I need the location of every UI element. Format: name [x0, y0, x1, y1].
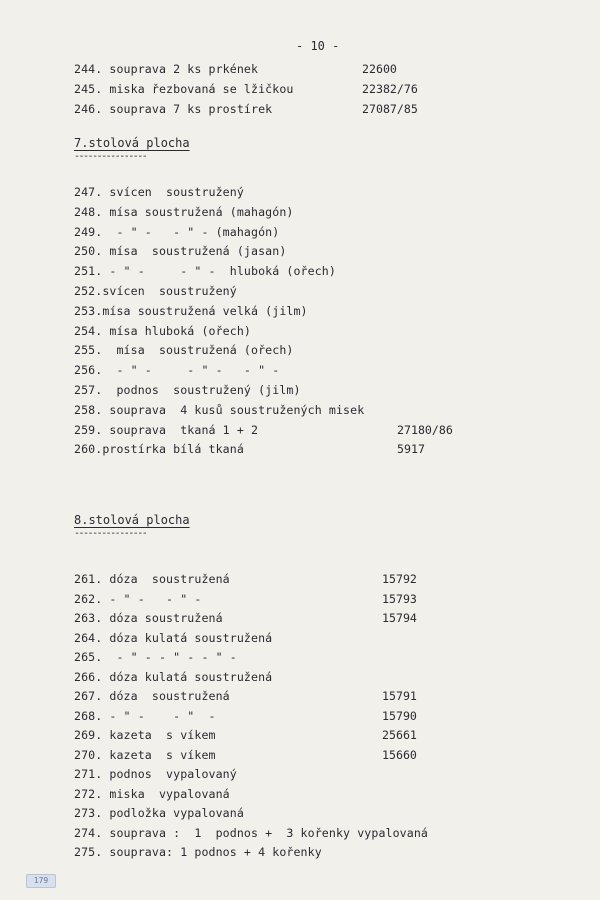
item-text: 258. souprava 4 kusů soustružených misek: [74, 402, 365, 417]
item-text: 264. dóza kulatá soustružená: [74, 630, 273, 645]
item-text: 254. mísa hluboká (ořech): [74, 323, 252, 338]
item-text: 274. souprava : 1 podnos + 3 kořenky vypalovaná: [74, 825, 429, 840]
item-text: 269. kazeta s víkem: [74, 728, 216, 742]
item-text: 260.prostírka bílá tkaná: [74, 442, 244, 457]
item-text: 255. mísa soustružená (ořech): [74, 343, 294, 358]
item-text: 271. podnos vypalovaný: [74, 767, 237, 781]
item-text: 244. souprava 2 ks prkének: [74, 62, 259, 76]
item-code: 15791: [382, 689, 417, 703]
item-text: 248. mísa soustružená (mahagón): [74, 204, 294, 219]
item-code: 15793: [382, 591, 417, 606]
section8-rule: ----------------: [74, 528, 147, 539]
item-code: 27180/86: [397, 422, 453, 437]
item-text: 256. - " - - " - - " -: [74, 363, 280, 378]
item-text: 245. miska řezbovaná se lžičkou: [74, 82, 294, 96]
item-text: 261. dóza soustružená: [74, 572, 230, 586]
item-text: 252.svícen soustružený: [74, 284, 237, 298]
item-code: 5917: [397, 442, 425, 457]
item-text: 275. souprava: 1 podnos + 4 kořenky: [74, 845, 322, 859]
item-text: 253.mísa soustružená velká (jilm): [74, 303, 308, 318]
item-text: 259. souprava tkaná 1 + 2: [74, 422, 259, 437]
item-text: 267. dóza soustružená: [74, 689, 230, 703]
item-code: 25661: [382, 728, 417, 742]
item-text: 247. svícen soustružený: [74, 185, 244, 199]
item-text: 268. - " - - " -: [74, 708, 216, 723]
item-text: 262. - " - - " -: [74, 591, 202, 606]
item-text: 272. miska vypalovaná: [74, 786, 230, 801]
item-text: 251. - " - - " - hluboká (ořech): [74, 264, 336, 279]
archive-stamp: 179: [26, 874, 56, 888]
item-code: 15790: [382, 708, 417, 723]
section7-heading: 7.stolová plocha: [74, 136, 190, 150]
item-code: 15660: [382, 747, 417, 762]
item-code: 15794: [382, 611, 417, 625]
item-code: 22600: [362, 62, 397, 76]
item-text: 249. - " - - " - (mahagón): [74, 224, 280, 239]
item-text: 257. podnos soustružený (jilm): [74, 383, 301, 397]
item-text: 270. kazeta s víkem: [74, 747, 216, 762]
item-code: 22382/76: [362, 82, 418, 96]
item-code: 15792: [382, 572, 417, 586]
item-text: 250. mísa soustružená (jasan): [74, 244, 287, 259]
item-text: 246. souprava 7 ks prostírek: [74, 102, 273, 116]
item-code: 27087/85: [362, 102, 418, 116]
section7-rule: ----------------: [74, 151, 147, 162]
section8-heading: 8.stolová plocha: [74, 513, 190, 527]
page-number: - 10 -: [296, 39, 340, 53]
item-text: 266. dóza kulatá soustružená: [74, 669, 273, 684]
item-text: 265. - " - - " - - " -: [74, 650, 237, 664]
item-text: 273. podložka vypalovaná: [74, 806, 244, 820]
item-text: 263. dóza soustružená: [74, 611, 223, 625]
